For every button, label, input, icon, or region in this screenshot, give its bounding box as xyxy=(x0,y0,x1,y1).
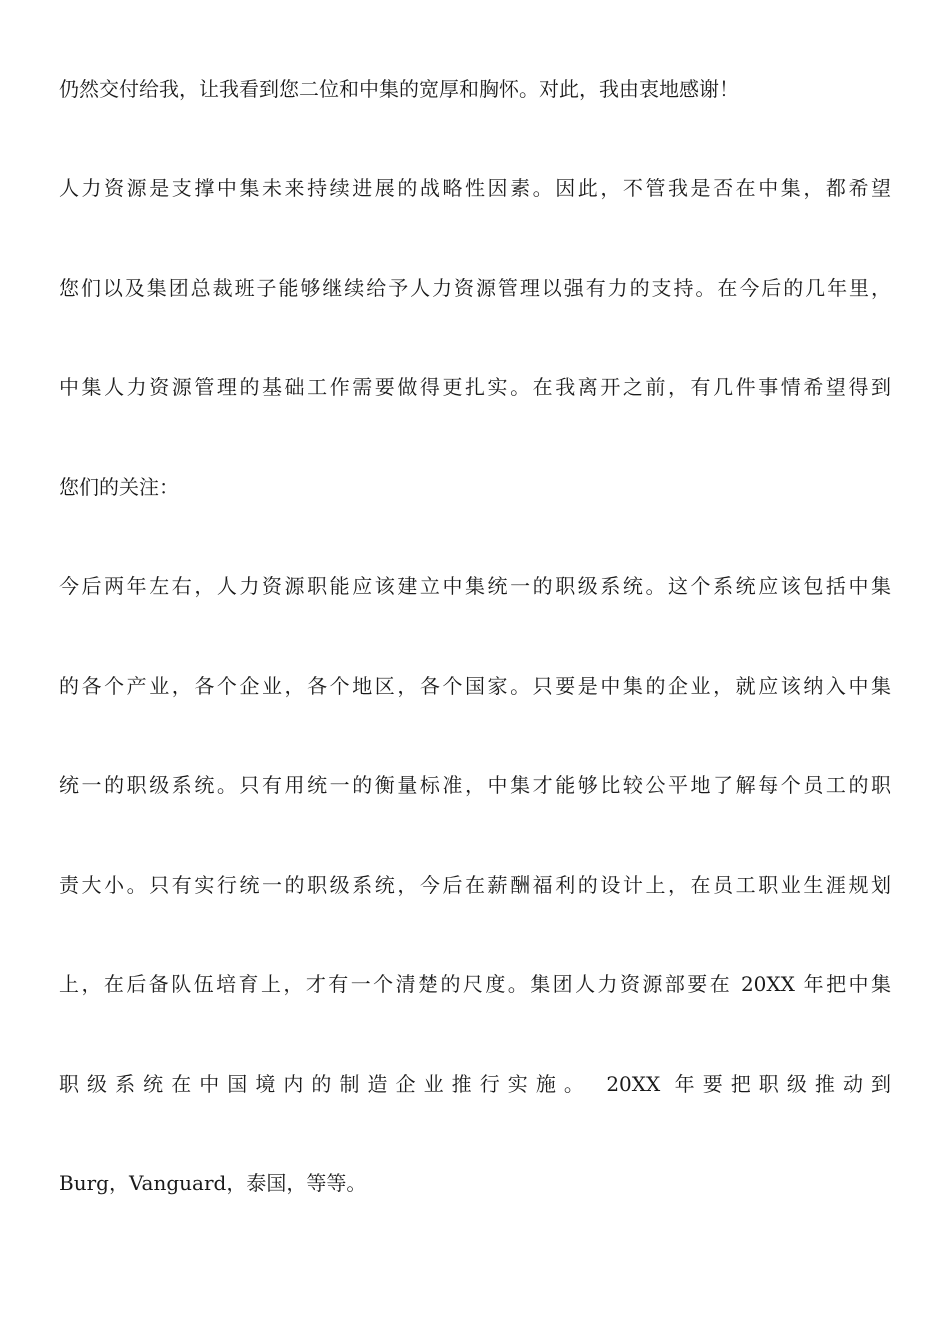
text-line-12: Burg，Vanguard，泰国，等等。 xyxy=(59,1171,367,1195)
text-line-7: 的各个产业，各个企业，各个地区，各个国家。只要是中集的企业，就应该纳入中集 xyxy=(59,674,891,698)
text-line-8: 统一的职级系统。只有用统一的衡量标准，中集才能够比较公平地了解每个员工的职 xyxy=(59,773,891,797)
text-line-11: 职级系统在中国境内的制造企业推行实施。 20XX 年要把职级推动到 xyxy=(59,1072,891,1096)
text-line-6: 今后两年左右，人力资源职能应该建立中集统一的职级系统。这个系统应该包括中集 xyxy=(59,574,891,598)
text-line-9: 责大小。只有实行统一的职级系统，今后在薪酬福利的设计上，在员工职业生涯规划 xyxy=(59,873,891,897)
text-line-4: 中集人力资源管理的基础工作需要做得更扎实。在我离开之前，有几件事情希望得到 xyxy=(59,375,891,399)
text-line-3: 您们以及集团总裁班子能够继续给予人力资源管理以强有力的支持。在今后的几年里， xyxy=(59,276,891,300)
text-line-5: 您们的关注： xyxy=(59,475,179,499)
text-line-1: 仍然交付给我，让我看到您二位和中集的宽厚和胸怀。对此，我由衷地感谢！ xyxy=(59,77,739,101)
text-line-10: 上，在后备队伍培育上，才有一个清楚的尺度。集团人力资源部要在 20XX 年把中集 xyxy=(59,972,891,996)
text-line-2: 人力资源是支撑中集未来持续进展的战略性因素。因此，不管我是否在中集，都希望 xyxy=(59,176,891,200)
